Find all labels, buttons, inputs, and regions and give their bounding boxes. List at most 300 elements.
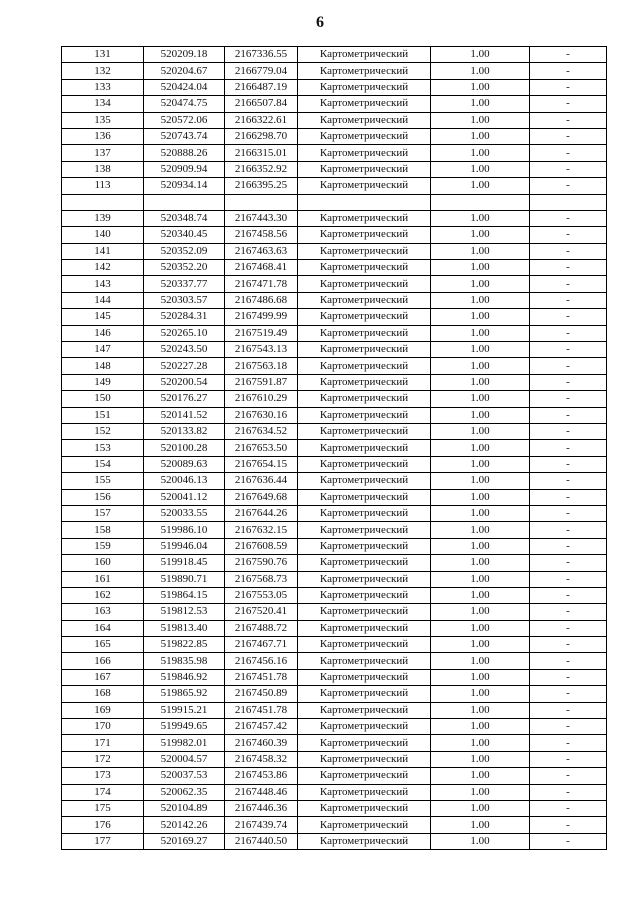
point-number-cell: 159: [62, 538, 144, 554]
y-coordinate-cell: 2167486.68: [225, 292, 298, 308]
accuracy-cell: 1.00: [431, 342, 530, 358]
method-cell: Картометрический: [298, 407, 431, 423]
note-cell: -: [530, 473, 607, 489]
table-row: [62, 391, 607, 407]
x-coordinate-cell: 520909.94: [144, 161, 225, 177]
table-row: [62, 79, 607, 95]
accuracy-cell: 1.00: [431, 292, 530, 308]
method-cell: Картометрический: [298, 735, 431, 751]
note-cell: -: [530, 96, 607, 112]
x-coordinate-cell: 520424.04: [144, 79, 225, 95]
point-number-cell: 149: [62, 374, 144, 390]
x-coordinate-cell: 520934.14: [144, 178, 225, 194]
accuracy-cell: 1.00: [431, 817, 530, 833]
accuracy-cell: 1.00: [431, 79, 530, 95]
method-cell: Картометрический: [298, 243, 431, 259]
accuracy-cell: 1.00: [431, 768, 530, 784]
note-cell: -: [530, 276, 607, 292]
point-number-cell: 157: [62, 505, 144, 521]
y-coordinate-cell: 2167608.59: [225, 538, 298, 554]
y-coordinate-cell: 2167653.50: [225, 440, 298, 456]
method-cell: Картометрический: [298, 210, 431, 226]
method-cell: [298, 194, 431, 210]
note-cell: -: [530, 489, 607, 505]
y-coordinate-cell: 2167636.44: [225, 473, 298, 489]
point-number-cell: 164: [62, 620, 144, 636]
x-coordinate-cell: 520337.77: [144, 276, 225, 292]
table-row: [62, 309, 607, 325]
note-cell: -: [530, 260, 607, 276]
note-cell: -: [530, 358, 607, 374]
note-cell: -: [530, 456, 607, 472]
table-row: [62, 227, 607, 243]
accuracy-cell: 1.00: [431, 702, 530, 718]
y-coordinate-cell: 2167634.52: [225, 423, 298, 439]
point-number-cell: 156: [62, 489, 144, 505]
y-coordinate-cell: 2166315.01: [225, 145, 298, 161]
x-coordinate-cell: 519915.21: [144, 702, 225, 718]
table-row: [62, 374, 607, 390]
accuracy-cell: 1.00: [431, 522, 530, 538]
accuracy-cell: 1.00: [431, 47, 530, 63]
method-cell: Картометрический: [298, 79, 431, 95]
note-cell: -: [530, 178, 607, 194]
y-coordinate-cell: 2167460.39: [225, 735, 298, 751]
y-coordinate-cell: 2167590.76: [225, 555, 298, 571]
note-cell: -: [530, 440, 607, 456]
method-cell: Картометрический: [298, 702, 431, 718]
table-row: [62, 702, 607, 718]
note-cell: -: [530, 800, 607, 816]
method-cell: Картометрический: [298, 571, 431, 587]
y-coordinate-cell: 2167488.72: [225, 620, 298, 636]
method-cell: Картометрический: [298, 456, 431, 472]
point-number-cell: 158: [62, 522, 144, 538]
note-cell: -: [530, 47, 607, 63]
table-row: [62, 260, 607, 276]
note-cell: -: [530, 768, 607, 784]
point-number-cell: 177: [62, 833, 144, 849]
accuracy-cell: 1.00: [431, 538, 530, 554]
point-number-cell: 174: [62, 784, 144, 800]
x-coordinate-cell: 519918.45: [144, 555, 225, 571]
method-cell: Картометрический: [298, 374, 431, 390]
table-row: [62, 587, 607, 603]
x-coordinate-cell: 520100.28: [144, 440, 225, 456]
method-cell: Картометрический: [298, 587, 431, 603]
note-cell: -: [530, 374, 607, 390]
point-number-cell: 148: [62, 358, 144, 374]
point-number-cell: 139: [62, 210, 144, 226]
note-cell: -: [530, 522, 607, 538]
y-coordinate-cell: 2167458.32: [225, 751, 298, 767]
note-cell: -: [530, 702, 607, 718]
y-coordinate-cell: [225, 194, 298, 210]
method-cell: Картометрический: [298, 833, 431, 849]
point-number-cell: 168: [62, 686, 144, 702]
x-coordinate-cell: 519946.04: [144, 538, 225, 554]
table-row: [62, 784, 607, 800]
table-row: [62, 276, 607, 292]
x-coordinate-cell: 520176.27: [144, 391, 225, 407]
point-number-cell: [62, 194, 144, 210]
method-cell: Картометрический: [298, 538, 431, 554]
table-row: [62, 145, 607, 161]
x-coordinate-cell: [144, 194, 225, 210]
point-number-cell: 143: [62, 276, 144, 292]
accuracy-cell: 1.00: [431, 751, 530, 767]
x-coordinate-cell: 519812.53: [144, 604, 225, 620]
accuracy-cell: 1.00: [431, 112, 530, 128]
method-cell: Картометрический: [298, 751, 431, 767]
accuracy-cell: 1.00: [431, 620, 530, 636]
table-row: [62, 243, 607, 259]
accuracy-cell: 1.00: [431, 784, 530, 800]
x-coordinate-cell: 520133.82: [144, 423, 225, 439]
table-row: [62, 505, 607, 521]
note-cell: -: [530, 555, 607, 571]
x-coordinate-cell: 519813.40: [144, 620, 225, 636]
point-number-cell: 113: [62, 178, 144, 194]
x-coordinate-cell: 519835.98: [144, 653, 225, 669]
y-coordinate-cell: 2167446.36: [225, 800, 298, 816]
accuracy-cell: 1.00: [431, 423, 530, 439]
table-row: [62, 63, 607, 79]
table-row: [62, 178, 607, 194]
note-cell: -: [530, 292, 607, 308]
note-cell: -: [530, 112, 607, 128]
point-number-cell: 134: [62, 96, 144, 112]
method-cell: Картометрический: [298, 637, 431, 653]
y-coordinate-cell: 2167563.18: [225, 358, 298, 374]
x-coordinate-cell: 520284.31: [144, 309, 225, 325]
y-coordinate-cell: 2167553.05: [225, 587, 298, 603]
x-coordinate-cell: 520474.75: [144, 96, 225, 112]
x-coordinate-cell: 519865.92: [144, 686, 225, 702]
method-cell: Картометрический: [298, 817, 431, 833]
x-coordinate-cell: 519864.15: [144, 587, 225, 603]
method-cell: Картометрический: [298, 227, 431, 243]
y-coordinate-cell: 2167453.86: [225, 768, 298, 784]
point-number-cell: 169: [62, 702, 144, 718]
y-coordinate-cell: 2167471.78: [225, 276, 298, 292]
point-number-cell: 133: [62, 79, 144, 95]
table-row: [62, 620, 607, 636]
y-coordinate-cell: 2167456.16: [225, 653, 298, 669]
y-coordinate-cell: 2167468.41: [225, 260, 298, 276]
accuracy-cell: 1.00: [431, 407, 530, 423]
y-coordinate-cell: 2167543.13: [225, 342, 298, 358]
point-number-cell: 142: [62, 260, 144, 276]
method-cell: Картометрический: [298, 128, 431, 144]
method-cell: Картометрический: [298, 96, 431, 112]
method-cell: Картометрический: [298, 555, 431, 571]
method-cell: Картометрический: [298, 768, 431, 784]
method-cell: Картометрический: [298, 653, 431, 669]
point-number-cell: 146: [62, 325, 144, 341]
x-coordinate-cell: 519822.85: [144, 637, 225, 653]
x-coordinate-cell: 520033.55: [144, 505, 225, 521]
x-coordinate-cell: 520169.27: [144, 833, 225, 849]
x-coordinate-cell: 520142.26: [144, 817, 225, 833]
y-coordinate-cell: 2167336.55: [225, 47, 298, 63]
point-number-cell: 141: [62, 243, 144, 259]
table-row: [62, 342, 607, 358]
y-coordinate-cell: 2167467.71: [225, 637, 298, 653]
y-coordinate-cell: 2167440.50: [225, 833, 298, 849]
method-cell: Картометрический: [298, 604, 431, 620]
table-row: [62, 96, 607, 112]
table-row: [62, 735, 607, 751]
note-cell: -: [530, 604, 607, 620]
y-coordinate-cell: 2167463.63: [225, 243, 298, 259]
x-coordinate-cell: 520352.09: [144, 243, 225, 259]
point-number-cell: 131: [62, 47, 144, 63]
accuracy-cell: 1.00: [431, 686, 530, 702]
method-cell: Картометрический: [298, 473, 431, 489]
accuracy-cell: 1.00: [431, 489, 530, 505]
x-coordinate-cell: 519949.65: [144, 719, 225, 735]
method-cell: Картометрический: [298, 276, 431, 292]
point-number-cell: 172: [62, 751, 144, 767]
table-row: [62, 669, 607, 685]
note-cell: -: [530, 653, 607, 669]
table-row: [62, 817, 607, 833]
method-cell: Картометрический: [298, 620, 431, 636]
point-number-cell: 138: [62, 161, 144, 177]
x-coordinate-cell: 520041.12: [144, 489, 225, 505]
accuracy-cell: 1.00: [431, 571, 530, 587]
note-cell: -: [530, 309, 607, 325]
table-row: [62, 489, 607, 505]
accuracy-cell: 1.00: [431, 800, 530, 816]
table-row: [62, 358, 607, 374]
point-number-cell: 135: [62, 112, 144, 128]
x-coordinate-cell: 520888.26: [144, 145, 225, 161]
table-row: [62, 833, 607, 849]
note-cell: -: [530, 505, 607, 521]
point-number-cell: 162: [62, 587, 144, 603]
method-cell: Картометрический: [298, 47, 431, 63]
method-cell: Картометрический: [298, 669, 431, 685]
accuracy-cell: 1.00: [431, 456, 530, 472]
y-coordinate-cell: 2166322.61: [225, 112, 298, 128]
method-cell: Картометрический: [298, 423, 431, 439]
point-number-cell: 167: [62, 669, 144, 685]
table-row: [62, 637, 607, 653]
accuracy-cell: 1.00: [431, 161, 530, 177]
y-coordinate-cell: 2167520.41: [225, 604, 298, 620]
accuracy-cell: 1.00: [431, 260, 530, 276]
accuracy-cell: 1.00: [431, 440, 530, 456]
note-cell: -: [530, 210, 607, 226]
accuracy-cell: 1.00: [431, 505, 530, 521]
accuracy-cell: 1.00: [431, 604, 530, 620]
note-cell: -: [530, 391, 607, 407]
y-coordinate-cell: 2167632.15: [225, 522, 298, 538]
accuracy-cell: 1.00: [431, 210, 530, 226]
y-coordinate-cell: 2167654.15: [225, 456, 298, 472]
point-number-cell: 132: [62, 63, 144, 79]
accuracy-cell: 1.00: [431, 833, 530, 849]
point-number-cell: 137: [62, 145, 144, 161]
y-coordinate-cell: 2167499.99: [225, 309, 298, 325]
note-cell: -: [530, 325, 607, 341]
method-cell: Картометрический: [298, 686, 431, 702]
accuracy-cell: 1.00: [431, 555, 530, 571]
point-number-cell: 136: [62, 128, 144, 144]
accuracy-cell: 1.00: [431, 309, 530, 325]
x-coordinate-cell: 520141.52: [144, 407, 225, 423]
table-row: [62, 128, 607, 144]
point-number-cell: 163: [62, 604, 144, 620]
accuracy-cell: 1.00: [431, 128, 530, 144]
x-coordinate-cell: 520227.28: [144, 358, 225, 374]
accuracy-cell: 1.00: [431, 473, 530, 489]
method-cell: Картометрический: [298, 440, 431, 456]
accuracy-cell: 1.00: [431, 587, 530, 603]
point-number-cell: 140: [62, 227, 144, 243]
y-coordinate-cell: 2167450.89: [225, 686, 298, 702]
point-number-cell: 166: [62, 653, 144, 669]
method-cell: Картометрический: [298, 719, 431, 735]
point-number-cell: 145: [62, 309, 144, 325]
accuracy-cell: 1.00: [431, 391, 530, 407]
y-coordinate-cell: 2167451.78: [225, 669, 298, 685]
method-cell: Картометрический: [298, 800, 431, 816]
coordinates-table: [61, 46, 607, 850]
x-coordinate-cell: 520004.57: [144, 751, 225, 767]
coordinates-table-body: [62, 47, 607, 850]
note-cell: -: [530, 79, 607, 95]
table-row: [62, 112, 607, 128]
accuracy-cell: 1.00: [431, 735, 530, 751]
point-number-cell: 153: [62, 440, 144, 456]
x-coordinate-cell: 520037.53: [144, 768, 225, 784]
accuracy-cell: 1.00: [431, 96, 530, 112]
point-number-cell: 152: [62, 423, 144, 439]
accuracy-cell: 1.00: [431, 669, 530, 685]
x-coordinate-cell: 520104.89: [144, 800, 225, 816]
accuracy-cell: 1.00: [431, 227, 530, 243]
point-number-cell: 154: [62, 456, 144, 472]
accuracy-cell: 1.00: [431, 243, 530, 259]
note-cell: -: [530, 227, 607, 243]
method-cell: Картометрический: [298, 178, 431, 194]
x-coordinate-cell: 519986.10: [144, 522, 225, 538]
y-coordinate-cell: 2166507.84: [225, 96, 298, 112]
note-cell: -: [530, 342, 607, 358]
table-row: [62, 751, 607, 767]
x-coordinate-cell: 520062.35: [144, 784, 225, 800]
accuracy-cell: 1.00: [431, 145, 530, 161]
note-cell: -: [530, 538, 607, 554]
table-row: [62, 555, 607, 571]
table-row: [62, 768, 607, 784]
x-coordinate-cell: 520352.20: [144, 260, 225, 276]
x-coordinate-cell: 520348.74: [144, 210, 225, 226]
table-row: [62, 325, 607, 341]
y-coordinate-cell: 2166352.92: [225, 161, 298, 177]
note-cell: -: [530, 833, 607, 849]
table-row: [62, 800, 607, 816]
x-coordinate-cell: 520743.74: [144, 128, 225, 144]
y-coordinate-cell: 2167451.78: [225, 702, 298, 718]
accuracy-cell: 1.00: [431, 358, 530, 374]
note-cell: -: [530, 686, 607, 702]
accuracy-cell: 1.00: [431, 325, 530, 341]
x-coordinate-cell: 519890.71: [144, 571, 225, 587]
accuracy-cell: 1.00: [431, 653, 530, 669]
note-cell: [530, 194, 607, 210]
note-cell: -: [530, 63, 607, 79]
y-coordinate-cell: 2167457.42: [225, 719, 298, 735]
x-coordinate-cell: 520046.13: [144, 473, 225, 489]
table-row: [62, 47, 607, 63]
x-coordinate-cell: 520200.54: [144, 374, 225, 390]
point-number-cell: 171: [62, 735, 144, 751]
method-cell: Картометрический: [298, 260, 431, 276]
method-cell: Картометрический: [298, 489, 431, 505]
x-coordinate-cell: 520303.57: [144, 292, 225, 308]
point-number-cell: 173: [62, 768, 144, 784]
note-cell: -: [530, 145, 607, 161]
table-row: [62, 571, 607, 587]
point-number-cell: 147: [62, 342, 144, 358]
table-row: [62, 686, 607, 702]
note-cell: -: [530, 751, 607, 767]
y-coordinate-cell: 2167443.30: [225, 210, 298, 226]
accuracy-cell: 1.00: [431, 63, 530, 79]
note-cell: -: [530, 407, 607, 423]
method-cell: Картометрический: [298, 505, 431, 521]
x-coordinate-cell: 519846.92: [144, 669, 225, 685]
point-number-cell: 151: [62, 407, 144, 423]
accuracy-cell: 1.00: [431, 178, 530, 194]
method-cell: Картометрический: [298, 325, 431, 341]
note-cell: -: [530, 243, 607, 259]
table-row: [62, 292, 607, 308]
method-cell: Картометрический: [298, 63, 431, 79]
x-coordinate-cell: 520243.50: [144, 342, 225, 358]
method-cell: Картометрический: [298, 309, 431, 325]
y-coordinate-cell: 2167591.87: [225, 374, 298, 390]
y-coordinate-cell: 2167568.73: [225, 571, 298, 587]
note-cell: -: [530, 669, 607, 685]
method-cell: Картометрический: [298, 522, 431, 538]
note-cell: -: [530, 637, 607, 653]
method-cell: Картометрический: [298, 112, 431, 128]
method-cell: Картометрический: [298, 161, 431, 177]
point-number-cell: 165: [62, 637, 144, 653]
note-cell: -: [530, 735, 607, 751]
point-number-cell: 150: [62, 391, 144, 407]
point-number-cell: 161: [62, 571, 144, 587]
note-cell: -: [530, 571, 607, 587]
table-row: [62, 423, 607, 439]
accuracy-cell: [431, 194, 530, 210]
x-coordinate-cell: 520340.45: [144, 227, 225, 243]
table-row: [62, 456, 607, 472]
table-row: [62, 604, 607, 620]
table-row: [62, 210, 607, 226]
point-number-cell: 144: [62, 292, 144, 308]
point-number-cell: 176: [62, 817, 144, 833]
y-coordinate-cell: 2167439.74: [225, 817, 298, 833]
y-coordinate-cell: 2166298.70: [225, 128, 298, 144]
note-cell: -: [530, 423, 607, 439]
y-coordinate-cell: 2166779.04: [225, 63, 298, 79]
